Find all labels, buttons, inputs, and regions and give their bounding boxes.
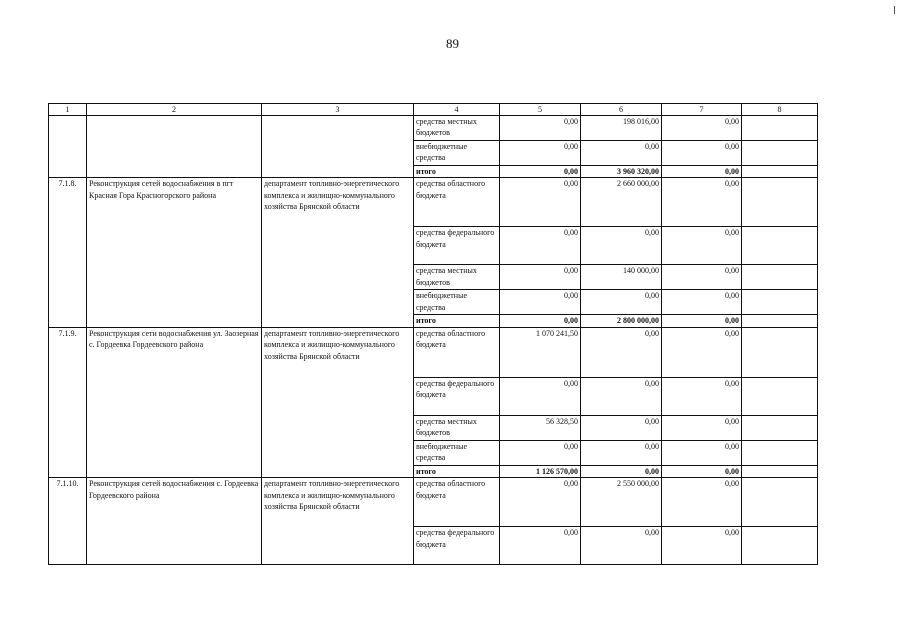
value-col6: 2 550 000,00 xyxy=(581,478,662,527)
funding-source: средства местных бюджетов xyxy=(414,265,500,290)
value-col8 xyxy=(742,377,818,415)
funding-source: средства федерального бюджета xyxy=(414,227,500,265)
entry-name: Реконструкция сетей водоснабжения в пгт Красная Гора Красногорского района xyxy=(87,178,262,327)
value-col7: 0,00 xyxy=(662,478,742,527)
entry-number: 7.1.10. xyxy=(49,478,87,565)
value-col7: 0,00 xyxy=(662,315,742,327)
value-col8 xyxy=(742,178,818,227)
value-col6: 3 960 320,00 xyxy=(581,166,662,178)
funding-source: средства областного бюджета xyxy=(414,178,500,227)
name-cell xyxy=(87,116,262,178)
value-col7: 0,00 xyxy=(662,465,742,477)
value-col6: 2 660 000,00 xyxy=(581,178,662,227)
value-col6: 0,00 xyxy=(581,527,662,565)
funding-source: средства федерального бюджета xyxy=(414,527,500,565)
value-col6: 0,00 xyxy=(581,290,662,315)
value-col6: 0,00 xyxy=(581,377,662,415)
column-header: 1 xyxy=(49,104,87,116)
column-header: 6 xyxy=(581,104,662,116)
table-row xyxy=(49,178,818,227)
table-row xyxy=(49,116,818,141)
value-col8 xyxy=(742,327,818,377)
value-col5: 0,00 xyxy=(500,166,581,178)
value-col6: 198 016,00 xyxy=(581,116,662,141)
entry-number: 7.1.9. xyxy=(49,327,87,477)
value-col8 xyxy=(742,227,818,265)
value-col5: 0,00 xyxy=(500,377,581,415)
value-col5: 0,00 xyxy=(500,178,581,227)
value-col8 xyxy=(742,415,818,440)
value-col6: 0,00 xyxy=(581,440,662,465)
column-header: 4 xyxy=(414,104,500,116)
funding-source: внебюджетные средства xyxy=(414,141,500,166)
funding-source: итого xyxy=(414,315,500,327)
value-col8 xyxy=(742,116,818,141)
funding-source: итого xyxy=(414,465,500,477)
value-col8 xyxy=(742,527,818,565)
value-col5: 0,00 xyxy=(500,265,581,290)
entry-executor: департамент топливно-энергетического комплекса и жилищно-коммунального хозяйства Брянской области xyxy=(262,178,414,327)
value-col8 xyxy=(742,166,818,178)
value-col8 xyxy=(742,465,818,477)
funding-source: средства местных бюджетов xyxy=(414,415,500,440)
funding-source: средства местных бюджетов xyxy=(414,116,500,141)
value-col5: 0,00 xyxy=(500,440,581,465)
entry-executor: департамент топливно-энергетического комплекса и жилищно-коммунального хозяйства Брянской области xyxy=(262,327,414,477)
value-col7: 0,00 xyxy=(662,327,742,377)
value-col5: 0,00 xyxy=(500,478,581,527)
value-col6: 140 000,00 xyxy=(581,265,662,290)
value-col7: 0,00 xyxy=(662,166,742,178)
funding-source: внебюджетные средства xyxy=(414,440,500,465)
funding-source: средства областного бюджета xyxy=(414,327,500,377)
value-col5: 0,00 xyxy=(500,141,581,166)
table-row xyxy=(49,327,818,377)
value-col6: 2 800 000,00 xyxy=(581,315,662,327)
value-col6: 0,00 xyxy=(581,141,662,166)
column-header: 5 xyxy=(500,104,581,116)
corner-mark xyxy=(894,6,895,14)
value-col6: 0,00 xyxy=(581,227,662,265)
value-col5: 56 328,50 xyxy=(500,415,581,440)
value-col7: 0,00 xyxy=(662,440,742,465)
value-col7: 0,00 xyxy=(662,265,742,290)
value-col5: 1 126 570,00 xyxy=(500,465,581,477)
column-header: 3 xyxy=(262,104,414,116)
entry-name: Реконструкция сетей водоснабжения с. Гордеевка Гордеевского района xyxy=(87,478,262,565)
value-col8 xyxy=(742,440,818,465)
page-number: 89 xyxy=(446,36,459,51)
value-col6: 0,00 xyxy=(581,465,662,477)
funding-source: средства областного бюджета xyxy=(414,478,500,527)
value-col8 xyxy=(742,141,818,166)
column-number-row xyxy=(49,104,818,116)
value-col5: 1 070 241,50 xyxy=(500,327,581,377)
value-col7: 0,00 xyxy=(662,141,742,166)
value-col8 xyxy=(742,290,818,315)
value-col7: 0,00 xyxy=(662,415,742,440)
table-row xyxy=(49,478,818,527)
value-col5: 0,00 xyxy=(500,116,581,141)
executor-cell xyxy=(262,116,414,178)
value-col5: 0,00 xyxy=(500,290,581,315)
value-col7: 0,00 xyxy=(662,116,742,141)
entry-name: Реконструкция сети водоснабжения ул. Заозерная с. Гордеевка Гордеевского района xyxy=(87,327,262,477)
value-col7: 0,00 xyxy=(662,290,742,315)
value-col7: 0,00 xyxy=(662,227,742,265)
value-col7: 0,00 xyxy=(662,178,742,227)
value-col5: 0,00 xyxy=(500,227,581,265)
value-col6: 0,00 xyxy=(581,327,662,377)
column-header: 2 xyxy=(87,104,262,116)
funding-source: итого xyxy=(414,166,500,178)
budget-table xyxy=(48,103,818,565)
value-col8 xyxy=(742,315,818,327)
value-col6: 0,00 xyxy=(581,415,662,440)
column-header: 8 xyxy=(742,104,818,116)
value-col5: 0,00 xyxy=(500,527,581,565)
value-col8 xyxy=(742,265,818,290)
funding-source: внебюджетные средства xyxy=(414,290,500,315)
number-cell xyxy=(49,116,87,178)
entry-executor: департамент топливно-энергетического комплекса и жилищно-коммунального хозяйства Брянской области xyxy=(262,478,414,565)
entry-number: 7.1.8. xyxy=(49,178,87,327)
funding-source: средства федерального бюджета xyxy=(414,377,500,415)
table-body xyxy=(49,104,818,565)
value-col5: 0,00 xyxy=(500,315,581,327)
column-header: 7 xyxy=(662,104,742,116)
value-col7: 0,00 xyxy=(662,527,742,565)
value-col8 xyxy=(742,478,818,527)
value-col7: 0,00 xyxy=(662,377,742,415)
